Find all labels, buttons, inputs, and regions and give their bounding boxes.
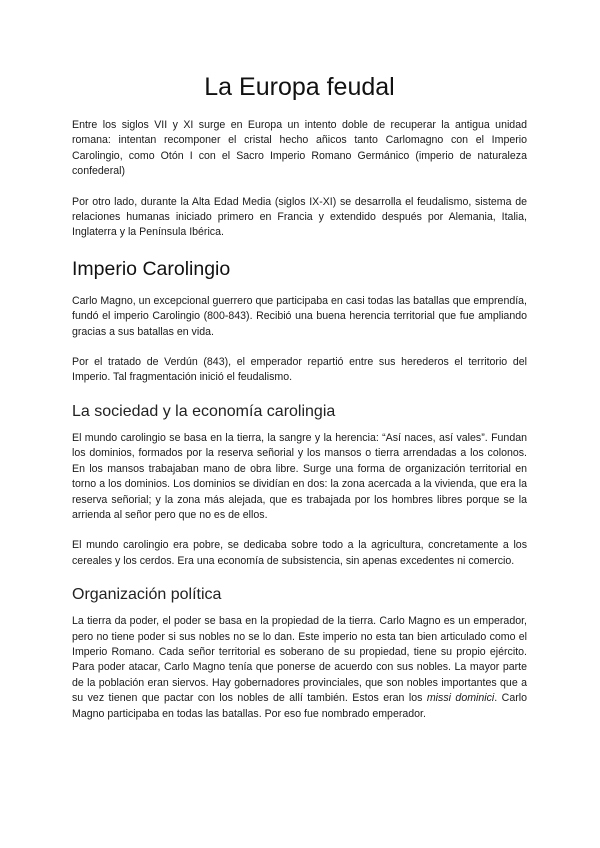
sociedad-paragraph-1: El mundo carolingio se basa en la tierra, la sangre y la herencia: “Así naces, así vales”. Fundan los dominios, formados por la reserva señorial y los mansos o tierra arrendadas a los colonos. En los mansos trabajaban mano de obra libre. Surge una forma de organización territorial en torno a los dominios. Los dominios se dividían en dos: la zona acercada a la vivienda, que era la reserva señorial; y la zona más alejada, que es trabajada por los hombres libres porque se la arrienda al señor pero que no es de ellos.	[72, 431, 527, 521]
organizacion-paragraph-1	[72, 614, 527, 722]
imperio-paragraph-2: Por el tratado de Verdún (843), el emperador repartió entre sus herederos el territorio del Imperio. Tal fragmentación inició el feudalismo.	[72, 356, 527, 384]
intro-paragraph-1: Entre los siglos VII y XI surge en Europa un intento doble de recuperar la antigua unidad romana: intentan recomponer el cristal hecho añicos tanto Carlomagno con el Imperio Carolingio, como Otón I con el Sacro Imperio Romano Germánico (imperio de naturaleza confederal)	[72, 119, 527, 178]
section-heading-sociedad-economia: La sociedad y la economía carolingia	[72, 402, 336, 420]
intro-paragraph-2: Por otro lado, durante la Alta Edad Media (siglos IX-XI) se desarrolla el feudalismo, sistema de relaciones humanas iniciado primero en Francia y extendido después por Alemania, Italia, Inglaterra y la Península Ibérica.	[72, 195, 527, 239]
section-heading-imperio-carolingio: Imperio Carolingio	[72, 257, 231, 280]
document-title: La Europa feudal	[204, 73, 395, 101]
missi-dominici-term: missi dominici	[426, 692, 495, 705]
imperio-paragraph-1: Carlo Magno, un excepcional guerrero que participaba en casi todas las batallas que emprendía, fundó el imperio Carolingio (800-843). Recibió una buena herencia territorial que fue ampliando gracias a sus batallas en vida.	[72, 294, 527, 338]
organizacion-text-before: La tierra da poder, el poder se basa en la propiedad de la tierra. Carlo Magno es un emperador, pero no tiene poder si sus nobles no se lo dan. Este imperio no esta tan bien articulado como el Imperio Romano. Cada señor territorial es soberano de su propiedad, tiene su propio ejército. Para poder atacar, Carlo Magno tenía que ponerse de acuerdo con sus nobles. La mayor parte de la población eran siervos. Hay gobernadores provinciales, que son nobles importantes que a su vez tienen que pactar con los nobles de allí también. Estos eran los	[72, 615, 527, 705]
section-heading-organizacion-politica: Organización política	[72, 586, 222, 604]
document-page	[72, 70, 527, 722]
sociedad-paragraph-2: El mundo carolingio era pobre, se dedicaba sobre todo a la agricultura, concretamente a los cereales y los cerdos. Era una economía de subsistencia, sin apenas excedentes ni comercio.	[72, 539, 527, 567]
organizacion-text-after: . Carlo Magno participaba en todas las batallas. Por eso fue nombrado emperador.	[72, 692, 527, 720]
